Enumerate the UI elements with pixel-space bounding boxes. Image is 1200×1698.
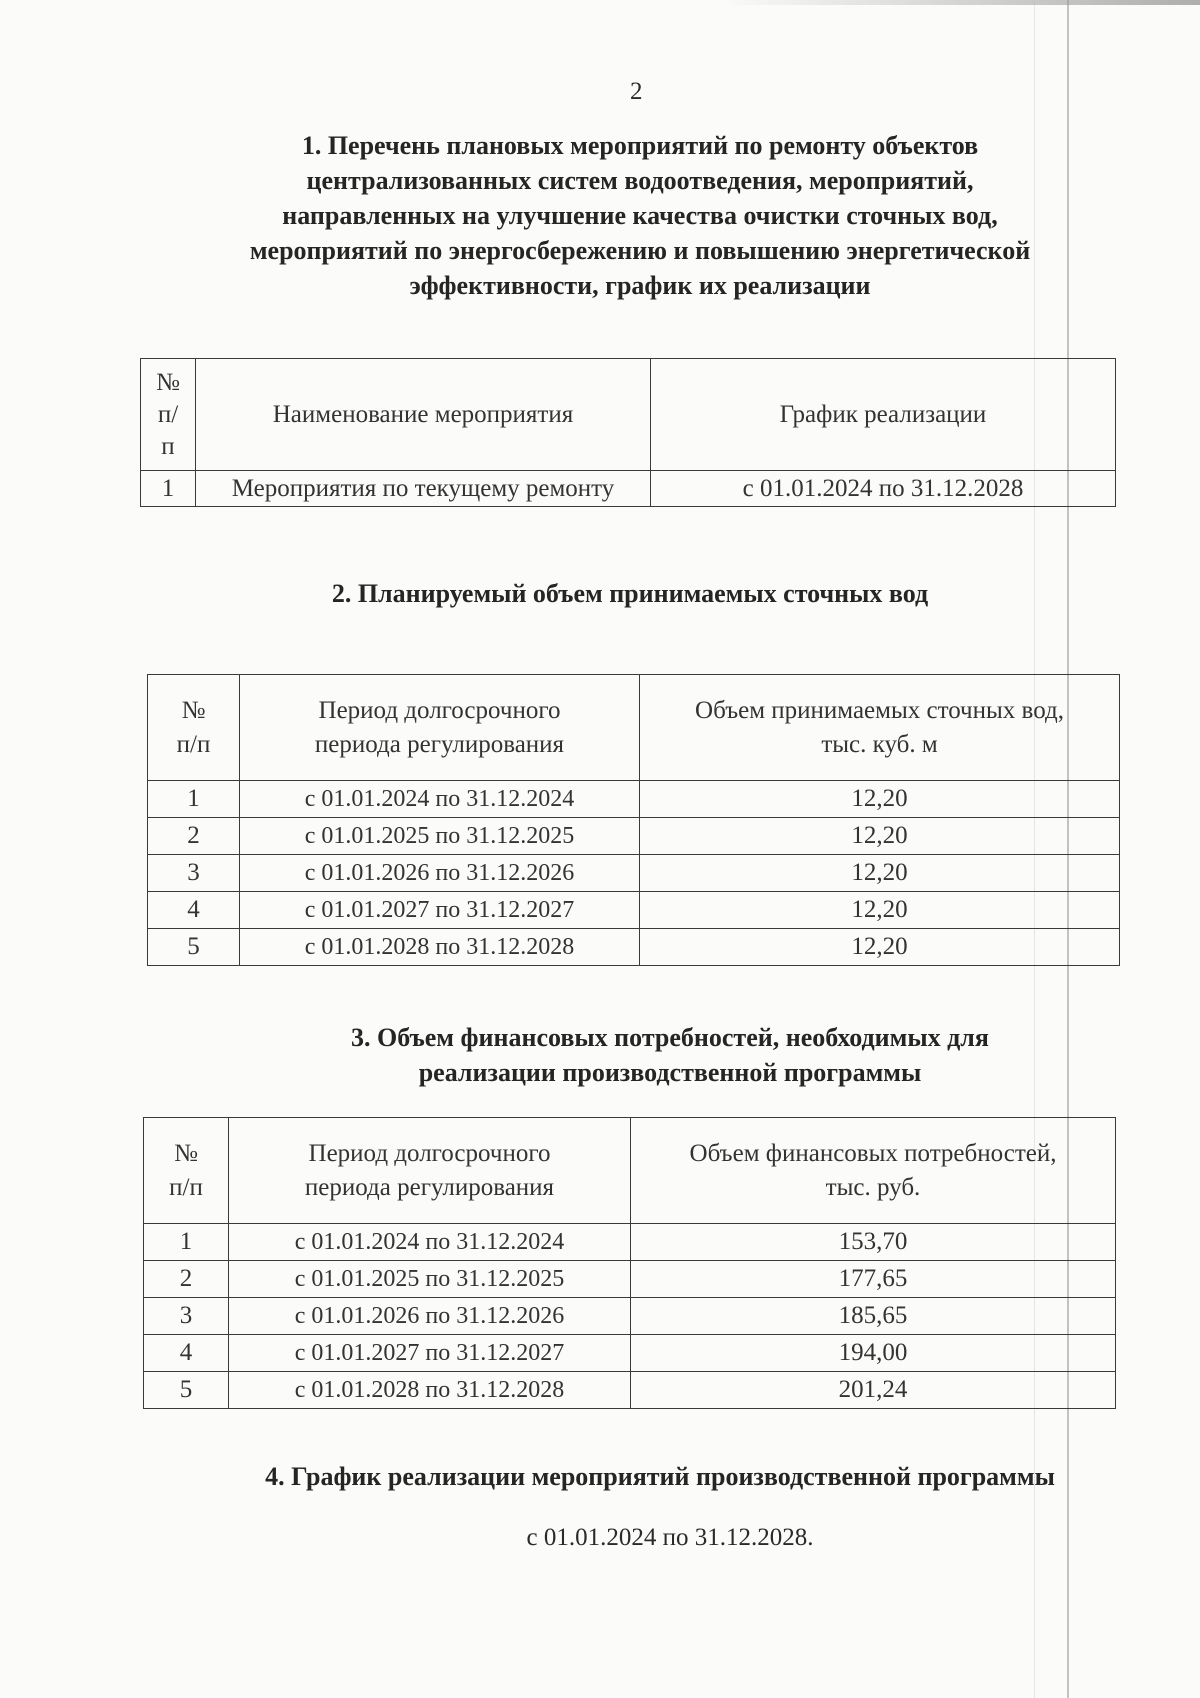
- table-row: [148, 818, 1120, 855]
- volume: 12,20: [640, 818, 1120, 855]
- period: с 01.01.2027 по 31.12.2027: [229, 1335, 631, 1372]
- row-number: 1: [148, 781, 240, 818]
- wastewater-volume-table: [147, 674, 1120, 966]
- period: с 01.01.2027 по 31.12.2027: [240, 892, 640, 929]
- schedule: с 01.01.2024 по 31.12.2028: [651, 471, 1116, 507]
- financial-volume: 153,70: [631, 1224, 1116, 1261]
- header-period: Период долгосрочного периода регулирования: [229, 1118, 631, 1224]
- header-period: Период долгосрочного периода регулирования: [240, 675, 640, 781]
- table-header-row: [141, 359, 1116, 471]
- heading-line: 1. Перечень плановых мероприятий по ремонту объектов: [301, 131, 979, 160]
- row-number: 4: [148, 892, 240, 929]
- row-number: 2: [148, 818, 240, 855]
- period: с 01.01.2026 по 31.12.2026: [229, 1298, 631, 1335]
- table-row: [144, 1298, 1116, 1335]
- page-number: 2: [630, 78, 643, 105]
- heading-line: 3. Объем финансовых потребностей, необходимых для: [351, 1023, 989, 1052]
- section-2-heading: 2. Планируемый объем принимаемых сточных вод: [331, 579, 929, 608]
- header-activity-name: Наименование мероприятия: [196, 359, 651, 471]
- financial-volume: 177,65: [631, 1261, 1116, 1298]
- period: с 01.01.2025 по 31.12.2025: [240, 818, 640, 855]
- activity-name: Мероприятия по текущему ремонту: [196, 471, 651, 507]
- scan-artifact-top: [720, 0, 1200, 5]
- section-3-heading: [270, 1020, 1070, 1090]
- financial-volume: 201,24: [631, 1372, 1116, 1409]
- table-row: [144, 1261, 1116, 1298]
- header-financial-volume: Объем финансовых потребностей, тыс. руб.: [631, 1118, 1116, 1224]
- heading-line: эффективности, график их реализации: [409, 271, 871, 300]
- header-number: № п/п: [144, 1118, 229, 1224]
- volume: 12,20: [640, 892, 1120, 929]
- header-number: № п/ п: [141, 359, 196, 471]
- table-header-row: [148, 675, 1120, 781]
- table-row: [148, 781, 1120, 818]
- table-row: [148, 892, 1120, 929]
- table-row: [144, 1335, 1116, 1372]
- volume: 12,20: [640, 781, 1120, 818]
- section-4-heading: 4. График реализации мероприятий производственной программы: [265, 1462, 1055, 1491]
- row-number: 2: [144, 1261, 229, 1298]
- heading-line: мероприятий по энергосбережению и повышению энергетической: [249, 236, 1031, 265]
- implementation-period: с 01.01.2024 по 31.12.2028.: [526, 1524, 814, 1551]
- period: с 01.01.2028 по 31.12.2028: [229, 1372, 631, 1409]
- table-row: [148, 929, 1120, 966]
- table-row: [144, 1224, 1116, 1261]
- financial-volume: 194,00: [631, 1335, 1116, 1372]
- header-schedule: График реализации: [651, 359, 1116, 471]
- section-1-heading: [200, 128, 1080, 303]
- heading-line: реализации производственной программы: [418, 1058, 922, 1087]
- financial-needs-table: [143, 1117, 1116, 1409]
- table-row: [141, 471, 1116, 507]
- financial-volume: 185,65: [631, 1298, 1116, 1335]
- period: с 01.01.2025 по 31.12.2025: [229, 1261, 631, 1298]
- heading-line: направленных на улучшение качества очистки сточных вод,: [282, 201, 998, 230]
- row-number: 3: [148, 855, 240, 892]
- table-header-row: [144, 1118, 1116, 1224]
- period: с 01.01.2024 по 31.12.2024: [240, 781, 640, 818]
- row-number: 1: [141, 471, 196, 507]
- volume: 12,20: [640, 855, 1120, 892]
- table-row: [144, 1372, 1116, 1409]
- row-number: 3: [144, 1298, 229, 1335]
- activities-table: [140, 358, 1116, 507]
- volume: 12,20: [640, 929, 1120, 966]
- row-number: 4: [144, 1335, 229, 1372]
- row-number: 1: [144, 1224, 229, 1261]
- period: с 01.01.2028 по 31.12.2028: [240, 929, 640, 966]
- table-row: [148, 855, 1120, 892]
- header-number: № п/п: [148, 675, 240, 781]
- row-number: 5: [144, 1372, 229, 1409]
- header-volume: Объем принимаемых сточных вод, тыс. куб. м: [640, 675, 1120, 781]
- row-number: 5: [148, 929, 240, 966]
- heading-line: централизованных систем водоотведения, мероприятий,: [306, 166, 974, 195]
- period: с 01.01.2026 по 31.12.2026: [240, 855, 640, 892]
- period: с 01.01.2024 по 31.12.2024: [229, 1224, 631, 1261]
